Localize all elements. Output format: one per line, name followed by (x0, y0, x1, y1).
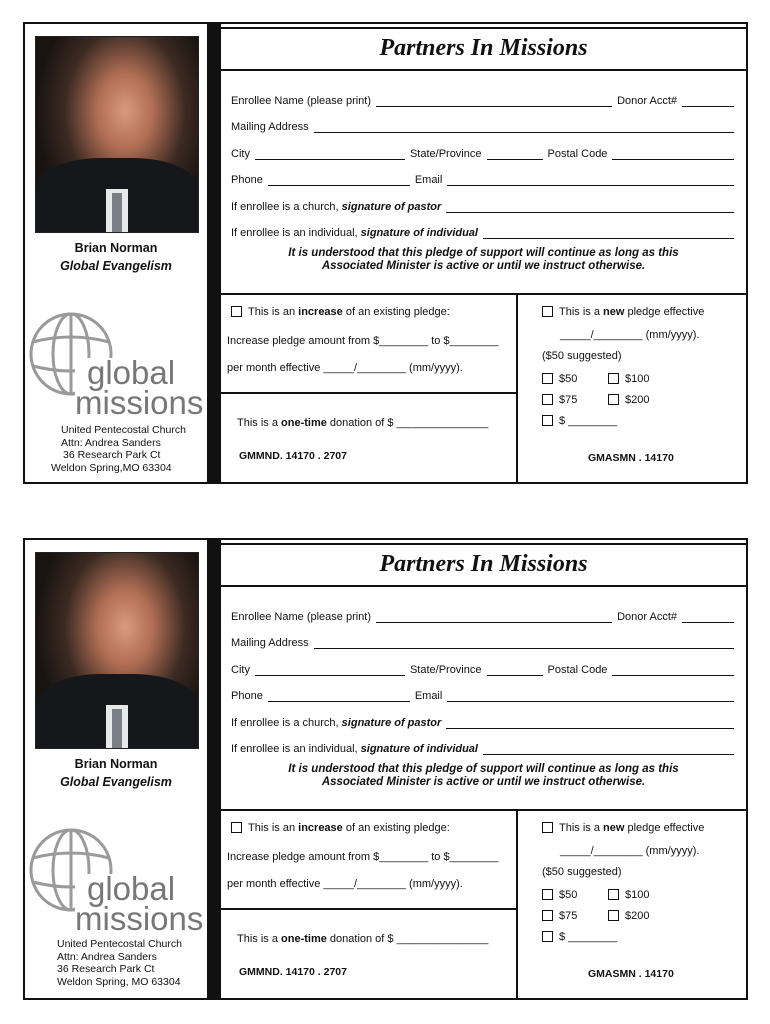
increase-amount-line[interactable]: Increase pledge amount from $________ to $________ (227, 851, 499, 863)
amount-200-checkbox[interactable] (608, 394, 619, 405)
new-pledge-section (518, 811, 746, 998)
enrollee-name-field[interactable] (376, 96, 612, 107)
card-form-panel (221, 540, 746, 998)
address-line: Attn: Andrea Sanders (57, 950, 157, 963)
phone-label: Phone (231, 690, 263, 702)
amount-100-checkbox[interactable] (608, 373, 619, 384)
onetime-text: This is a (237, 933, 282, 945)
pledge-note (221, 763, 746, 789)
svg-text:global: global (87, 354, 176, 391)
amount-other-label[interactable]: $ ________ (559, 931, 618, 943)
code-left: GMMND. 14170 . 2707 (239, 450, 347, 462)
svg-text:missions: missions (75, 900, 204, 934)
city-label: City (231, 664, 250, 676)
address-line: United Pentecostal Church (61, 424, 186, 436)
onetime-text: This is a (237, 417, 282, 429)
amount-75-checkbox[interactable] (542, 394, 553, 405)
donor-acct-field[interactable] (682, 612, 734, 623)
suggested-amount: ($50 suggested) (542, 350, 622, 362)
onetime-section (221, 394, 518, 482)
card-left-panel (25, 24, 207, 482)
increase-bold: increase (298, 822, 343, 834)
new-pledge-bold: new (603, 822, 625, 834)
new-pledge-checkbox[interactable] (542, 822, 553, 833)
form-title: Partners In Missions (379, 35, 588, 61)
state-field[interactable] (487, 149, 543, 160)
address-line: Attn: Andrea Sanders (61, 436, 161, 449)
onetime-bold: one-time (281, 417, 327, 429)
individual-signature-label: signature of individual (360, 227, 478, 239)
onetime-bold: one-time (281, 933, 327, 945)
suggested-amount: ($50 suggested) (542, 866, 622, 878)
increase-effective-line[interactable]: per month effective _____/________ (mm/yyyy). (227, 362, 463, 374)
phone-label: Phone (231, 174, 263, 186)
individual-signature-label: signature of individual (360, 743, 478, 755)
onetime-line[interactable] (237, 933, 488, 945)
increase-text-end: of an existing pledge: (342, 822, 450, 834)
donor-acct-field[interactable] (682, 96, 734, 107)
postal-field[interactable] (612, 665, 734, 676)
amount-75-checkbox[interactable] (542, 910, 553, 921)
increase-amount-line[interactable]: Increase pledge amount from $________ to $________ (227, 335, 499, 347)
new-pledge-checkbox[interactable] (542, 306, 553, 317)
enrollee-fields (221, 69, 746, 295)
new-pledge-text-end: pledge effective (624, 306, 705, 318)
onetime-text-end: donation of $ _______________ (326, 417, 489, 429)
postal-field[interactable] (612, 149, 734, 160)
state-label: State/Province (409, 148, 482, 160)
onetime-text-end: donation of $ _______________ (326, 933, 489, 945)
email-field[interactable] (447, 691, 734, 702)
church-signature-label: signature of pastor (341, 201, 442, 213)
new-pledge-text: This is a (559, 306, 604, 318)
enrollee-name-label: Enrollee Name (please print) (231, 95, 372, 107)
new-pledge-date[interactable]: _____/________ (mm/yyyy). (560, 845, 700, 857)
increase-text: This is an (248, 306, 299, 318)
amount-75-label: $75 (559, 910, 578, 922)
amount-other-label[interactable]: $ ________ (559, 415, 618, 427)
church-signature-prefix: If enrollee is a church, (231, 201, 342, 213)
amount-100-label: $100 (625, 889, 650, 901)
address-line: Weldon Spring, MO 63304 (57, 975, 181, 988)
code-right: GMASMN . 14170 (588, 452, 674, 464)
card-form-panel (221, 24, 746, 482)
amount-100-checkbox[interactable] (608, 889, 619, 900)
minister-name: Brian Norman (74, 757, 158, 771)
new-pledge-section (518, 295, 746, 482)
church-signature-prefix: If enrollee is a church, (231, 717, 342, 729)
pledge-note-line: Associated Minister is active or until we instruct otherwise. (321, 776, 646, 788)
pledge-note-line: Associated Minister is active or until we instruct otherwise. (321, 260, 646, 272)
address-line: United Pentecostal Church (57, 938, 182, 950)
amount-50-checkbox[interactable] (542, 373, 553, 384)
individual-signature-field[interactable] (483, 228, 734, 239)
church-address (47, 938, 207, 988)
minister-name: Brian Norman (74, 241, 158, 255)
city-field[interactable] (255, 665, 405, 676)
minister-ministry: Global Evangelism (60, 775, 172, 789)
increase-bold: increase (298, 306, 343, 318)
svg-text:missions: missions (75, 384, 204, 418)
onetime-section (221, 910, 518, 998)
increase-checkbox[interactable] (231, 822, 242, 833)
global-missions-logo (27, 824, 205, 934)
new-pledge-bold: new (603, 306, 625, 318)
individual-signature-prefix: If enrollee is an individual, (231, 227, 361, 239)
amount-100-label: $100 (625, 373, 650, 385)
pledge-card-1 (23, 22, 748, 484)
title-box (221, 27, 746, 71)
pledge-card-2 (23, 538, 748, 1000)
city-label: City (231, 148, 250, 160)
church-signature-label: signature of pastor (341, 717, 442, 729)
global-missions-logo (27, 308, 205, 418)
amount-200-label: $200 (625, 910, 650, 922)
individual-signature-field[interactable] (483, 744, 734, 755)
increase-effective-line[interactable]: per month effective _____/________ (mm/yyyy). (227, 878, 463, 890)
postal-label: Postal Code (547, 148, 608, 160)
mailing-address-field[interactable] (314, 638, 734, 649)
postal-label: Postal Code (547, 664, 608, 676)
minister-ministry: Global Evangelism (60, 259, 172, 273)
address-line: 36 Research Park Ct (63, 449, 161, 461)
phone-field[interactable] (268, 691, 410, 702)
code-right: GMASMN . 14170 (588, 968, 674, 980)
amount-50-checkbox[interactable] (542, 889, 553, 900)
amount-other-checkbox[interactable] (542, 415, 553, 426)
new-pledge-text: This is a (559, 822, 604, 834)
enrollee-fields (221, 585, 746, 811)
pastor-signature-field[interactable] (446, 202, 734, 213)
svg-text:global: global (87, 870, 176, 907)
mailing-address-label: Mailing Address (231, 121, 309, 133)
minister-photo (35, 36, 199, 233)
church-address (47, 424, 207, 474)
city-field[interactable] (255, 149, 405, 160)
increase-text: This is an (248, 822, 299, 834)
pastor-signature-field[interactable] (446, 718, 734, 729)
amount-50-label: $50 (559, 373, 578, 385)
onetime-line[interactable] (237, 417, 488, 429)
amount-50-label: $50 (559, 889, 578, 901)
card-left-panel (25, 540, 207, 998)
increase-pledge-section (221, 295, 518, 394)
enrollee-name-label: Enrollee Name (please print) (231, 611, 372, 623)
increase-text-end: of an existing pledge: (342, 306, 450, 318)
amount-75-label: $75 (559, 394, 578, 406)
amount-other-checkbox[interactable] (542, 931, 553, 942)
donor-acct-label: Donor Acct# (617, 611, 677, 623)
state-field[interactable] (487, 665, 543, 676)
increase-pledge-section (221, 811, 518, 910)
state-label: State/Province (409, 664, 482, 676)
individual-signature-prefix: If enrollee is an individual, (231, 743, 361, 755)
donor-acct-label: Donor Acct# (617, 95, 677, 107)
pledge-note-line: It is understood that this pledge of support will continue as long as this (288, 763, 679, 775)
mailing-address-field[interactable] (314, 122, 734, 133)
divider-bar (207, 540, 221, 998)
form-title: Partners In Missions (379, 551, 588, 577)
amount-200-checkbox[interactable] (608, 910, 619, 921)
amount-200-label: $200 (625, 394, 650, 406)
phone-field[interactable] (268, 175, 410, 186)
new-pledge-date[interactable]: _____/________ (mm/yyyy). (560, 329, 700, 341)
code-left: GMMND. 14170 . 2707 (239, 966, 347, 978)
address-line: 36 Research Park Ct (57, 963, 155, 975)
email-label: Email (414, 690, 443, 702)
email-label: Email (414, 174, 443, 186)
address-line: Weldon Spring,MO 63304 (51, 461, 172, 474)
title-box (221, 543, 746, 587)
increase-checkbox[interactable] (231, 306, 242, 317)
pledge-note-line: It is understood that this pledge of support will continue as long as this (288, 247, 679, 259)
enrollee-name-field[interactable] (376, 612, 612, 623)
pledge-note (221, 247, 746, 273)
email-field[interactable] (447, 175, 734, 186)
minister-photo (35, 552, 199, 749)
mailing-address-label: Mailing Address (231, 637, 309, 649)
divider-bar (207, 24, 221, 482)
new-pledge-text-end: pledge effective (624, 822, 705, 834)
